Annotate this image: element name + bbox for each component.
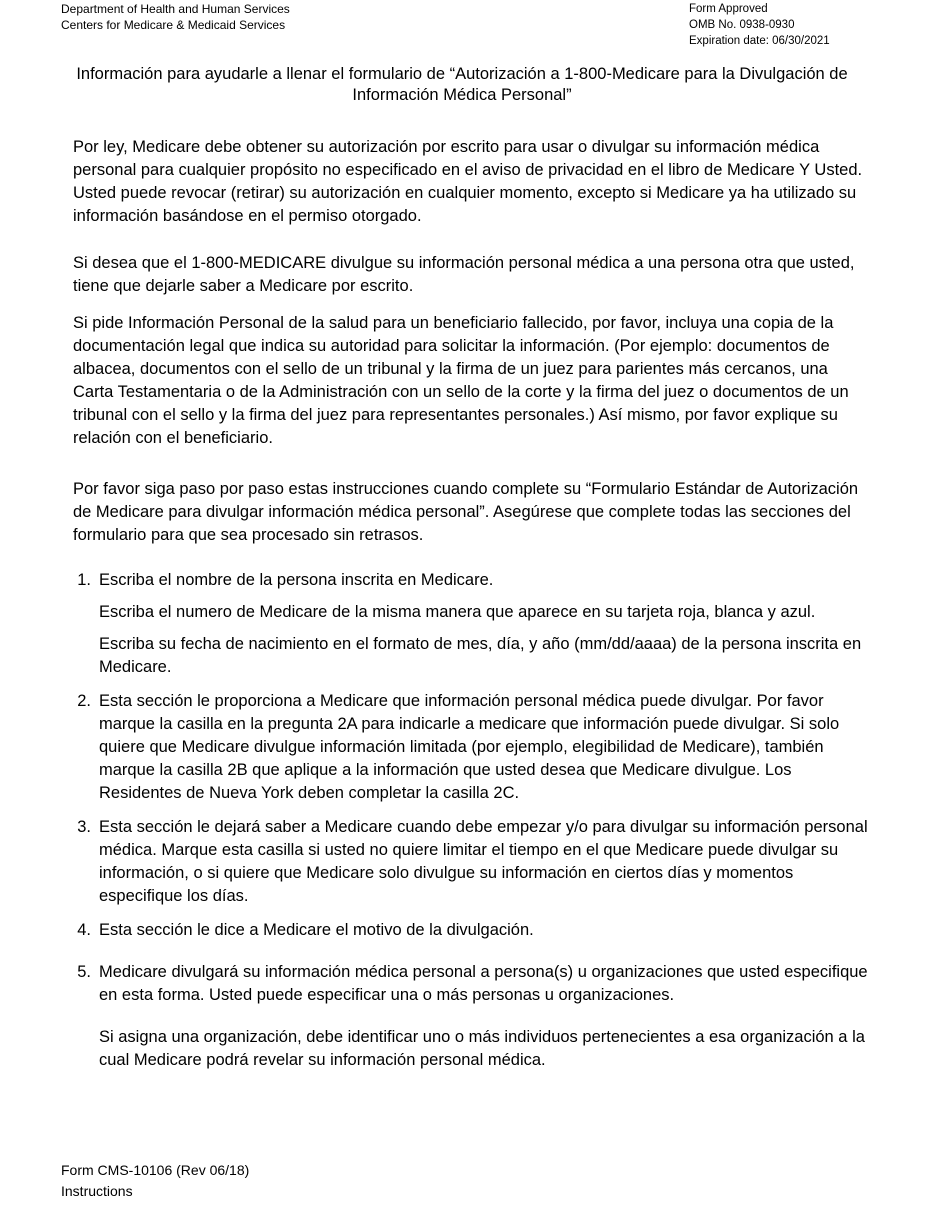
item-text: Esta sección le dice a Medicare el motivo de la divulgación. bbox=[99, 921, 534, 939]
item-number: 3. bbox=[77, 818, 91, 836]
instruction-item-3 bbox=[73, 816, 868, 908]
document-title: Información para ayudarle a llenar el formulario de “Autorización a 1-800-Medicare para la Divulgación de Información Médica Personal” bbox=[76, 65, 848, 104]
omb-number: OMB No. 0938-0930 bbox=[689, 19, 795, 31]
agency-header bbox=[61, 1, 290, 33]
item-text: Esta sección le dejará saber a Medicare cuando debe empezar y/o para divulgar su información personal médica. Marque esta casilla si usted no quiere limitar el tiempo en el que Medicare puede divulgar su información, o si quiere que Medicare solo divulgue su información en ciertos días y momentos especifique los días. bbox=[99, 818, 868, 905]
expiration-date: Expiration date: 06/30/2021 bbox=[689, 35, 830, 47]
instructions-intro-paragraph: Por favor siga paso por paso estas instrucciones cuando complete su “Formulario Estándar de Autorización de Medicare para divulgar información médica personal”. Asegúrese que complete todas las secciones del formulario para que sea procesado sin retrasos. bbox=[73, 480, 859, 544]
disclosure-paragraph: Si desea que el 1-800-MEDICARE divulgue su información personal médica a una persona otra que usted, tiene que dejarle saber a Medicare por escrito. bbox=[73, 254, 855, 295]
item-text: Escriba el numero de Medicare de la misma manera que aparece en su tarjeta roja, blanca y azul. bbox=[99, 603, 816, 621]
form-footer bbox=[61, 1160, 249, 1202]
item-number: 1. bbox=[77, 571, 91, 589]
center-name: Centers for Medicare & Medicaid Services bbox=[61, 18, 286, 32]
item-text: Escriba su fecha de nacimiento en el formato de mes, día, y año (mm/dd/aaaa) de la persona inscrita en Medicare. bbox=[99, 635, 862, 676]
item-number: 4. bbox=[77, 921, 91, 939]
item-text: Si asigna una organización, debe identificar uno o más individuos pertenecientes a esa organización a la cual Medicare podrá revelar su información personal médica. bbox=[99, 1028, 865, 1069]
form-approval-block bbox=[689, 1, 830, 49]
intro-paragraph: Por ley, Medicare debe obtener su autorización por escrito para usar o divulgar su información médica personal para cualquier propósito no especificado en el aviso de privacidad en el libro de Medicare Y Usted. Usted puede revocar (retirar) su autorización en cualquier momento, excepto si Medicare ya ha utilizado su información basándose en el permiso otorgado. bbox=[73, 138, 863, 225]
item-text: Escriba el nombre de la persona inscrita en Medicare. bbox=[99, 571, 494, 589]
document-body bbox=[73, 136, 868, 1083]
instruction-item-1 bbox=[73, 569, 868, 679]
form-approved-label: Form Approved bbox=[689, 3, 768, 15]
department-name: Department of Health and Human Services bbox=[61, 2, 290, 16]
form-number: Form CMS-10106 (Rev 06/18) bbox=[61, 1162, 250, 1178]
item-number: 5. bbox=[77, 963, 91, 981]
instruction-item-5 bbox=[73, 961, 868, 1072]
instruction-item-2 bbox=[73, 690, 868, 805]
footer-label: Instructions bbox=[61, 1183, 133, 1199]
deceased-beneficiary-paragraph: Si pide Información Personal de la salud para un beneficiario fallecido, por favor, incluya una copia de la documentación legal que indica su autoridad para solicitar la información. (Por ejemplo: documentos de albacea, documentos con el sello de un tribunal y la firma de un juez para parientes más cercanos, una Carta Testamentaria o de la Administración con un sello de la corte y la firma del juez o documentos de un tribunal con el sello y la firma del juez para representantes personales.) Así mismo, por favor explique su relación con el beneficiario. bbox=[73, 314, 849, 447]
item-text: Medicare divulgará su información médica personal a persona(s) u organizaciones que usted especifique en esta forma. Usted puede especificar una o más personas u organizaciones. bbox=[99, 963, 868, 1004]
item-text: Esta sección le proporciona a Medicare que información personal médica puede divulgar. Por favor marque la casilla en la pregunta 2A para indicarle a medicare que información puede divulgar. Si solo quiere que Medicare divulgue información limitada (por ejemplo, elegibilidad de Medicare), también marque la casilla 2B que aplique a la información que usted desea que Medicare divulgue. Los Residentes de Nueva York deben completar la casilla 2C. bbox=[99, 692, 840, 802]
item-number: 2. bbox=[77, 692, 91, 710]
instruction-item-4 bbox=[73, 919, 868, 942]
